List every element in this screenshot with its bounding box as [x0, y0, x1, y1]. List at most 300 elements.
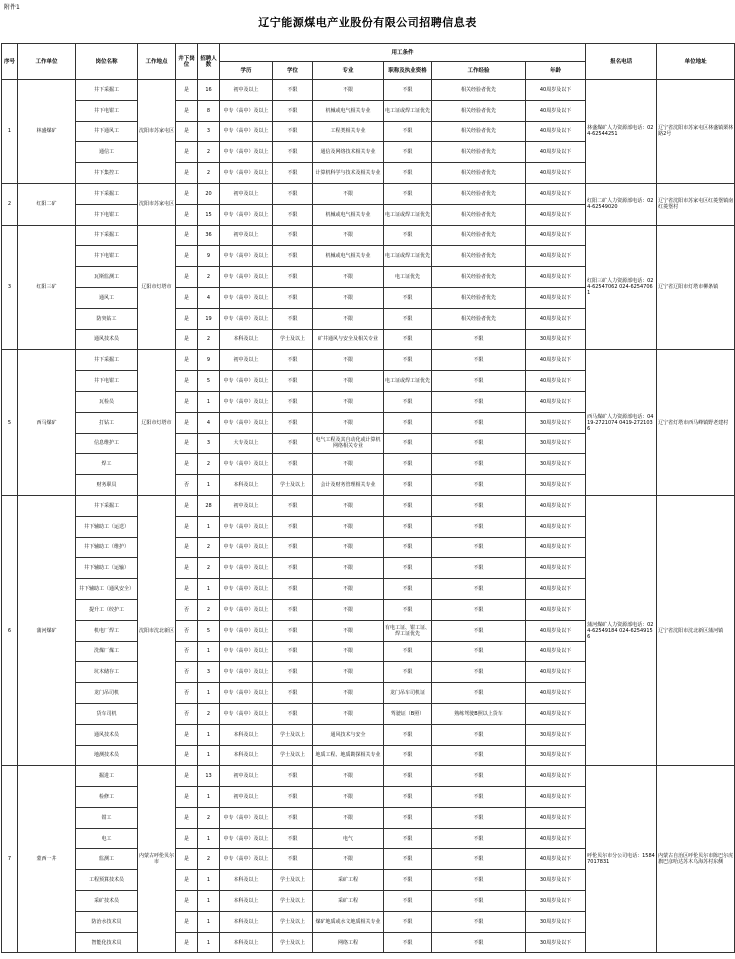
underground-flag: 是 — [176, 891, 198, 912]
age-limit: 40周岁及以下 — [526, 267, 586, 288]
age-limit: 30周岁及以下 — [526, 911, 586, 932]
experience: 不限 — [432, 683, 526, 704]
unit-address: 辽宁省辽阳市灯塔市柳条镇 — [657, 225, 735, 350]
degree: 不限 — [273, 558, 313, 579]
header-conditions: 用工条件 — [220, 44, 586, 62]
degree: 学士及以上 — [273, 911, 313, 932]
age-limit: 30周岁及以下 — [526, 745, 586, 766]
age-limit: 40周岁及以下 — [526, 683, 586, 704]
unit-address: 辽宁省沈阳市沈北新区蒲河镇 — [657, 495, 735, 765]
age-limit: 40周岁及以下 — [526, 100, 586, 121]
experience: 相关经验者优先 — [432, 308, 526, 329]
degree: 学士及以上 — [273, 870, 313, 891]
experience: 相关经验者优先 — [432, 121, 526, 142]
underground-flag: 是 — [176, 121, 198, 142]
underground-flag: 是 — [176, 371, 198, 392]
experience: 相关经验者优先 — [432, 183, 526, 204]
age-limit: 40周岁及以下 — [526, 807, 586, 828]
age-limit: 40周岁及以下 — [526, 142, 586, 163]
certification: 不限 — [384, 225, 432, 246]
major: 不限 — [313, 849, 384, 870]
age-limit: 40周岁及以下 — [526, 225, 586, 246]
degree: 不限 — [273, 183, 313, 204]
certification: 不限 — [384, 475, 432, 496]
post-name: 井下辅助工（运送） — [76, 516, 138, 537]
age-limit: 40周岁及以下 — [526, 287, 586, 308]
header-experience: 工作经验 — [432, 62, 526, 80]
degree: 不限 — [273, 703, 313, 724]
major: 通风技术与安全 — [313, 724, 384, 745]
header-phone: 报名电话 — [586, 44, 657, 80]
major: 不限 — [313, 579, 384, 600]
certification: 不限 — [384, 766, 432, 787]
age-limit: 40周岁及以下 — [526, 537, 586, 558]
education: 中专（高中）及以上 — [220, 371, 273, 392]
table-row — [2, 225, 735, 246]
post-name: 龙门吊司机 — [76, 683, 138, 704]
age-limit: 40周岁及以下 — [526, 204, 586, 225]
certification: 有电工证、钳工证、焊工证优先 — [384, 620, 432, 641]
degree: 不限 — [273, 80, 313, 101]
education: 中专（高中）及以上 — [220, 287, 273, 308]
education: 本科及以上 — [220, 724, 273, 745]
hire-count: 9 — [198, 246, 220, 267]
major: 不限 — [313, 766, 384, 787]
post-name: 井下辅助工（运输） — [76, 558, 138, 579]
age-limit: 30周岁及以下 — [526, 724, 586, 745]
education: 中专（高中）及以上 — [220, 412, 273, 433]
age-limit: 40周岁及以下 — [526, 495, 586, 516]
education: 中专（高中）及以上 — [220, 516, 273, 537]
education: 本科及以上 — [220, 932, 273, 953]
certification: 龙门吊车司机证 — [384, 683, 432, 704]
certification: 电工证或焊工证优先 — [384, 204, 432, 225]
major: 不限 — [313, 620, 384, 641]
header-post: 岗位名称 — [76, 44, 138, 80]
certification: 不限 — [384, 287, 432, 308]
underground-flag: 是 — [176, 287, 198, 308]
education: 中专（高中）及以上 — [220, 849, 273, 870]
certification: 不限 — [384, 121, 432, 142]
underground-flag: 是 — [176, 204, 198, 225]
header-major: 专业 — [313, 62, 384, 80]
certification: 不限 — [384, 433, 432, 454]
major: 机械或电气相关专业 — [313, 204, 384, 225]
certification: 不限 — [384, 599, 432, 620]
education: 中专（高中）及以上 — [220, 599, 273, 620]
post-name: 财务职员 — [76, 475, 138, 496]
age-limit: 30周岁及以下 — [526, 329, 586, 350]
education: 中专（高中）及以上 — [220, 163, 273, 184]
degree: 不限 — [273, 412, 313, 433]
major: 不限 — [313, 308, 384, 329]
post-name: 通信工 — [76, 142, 138, 163]
work-location: 沈阳市沈北新区 — [138, 495, 176, 765]
experience: 相关经验者优先 — [432, 142, 526, 163]
certification: 不限 — [384, 745, 432, 766]
hire-count: 2 — [198, 329, 220, 350]
underground-flag: 否 — [176, 620, 198, 641]
experience: 不限 — [432, 849, 526, 870]
hire-count: 1 — [198, 391, 220, 412]
age-limit: 40周岁及以下 — [526, 350, 586, 371]
education: 本科及以上 — [220, 329, 273, 350]
post-name: 井下采掘工 — [76, 80, 138, 101]
experience: 相关经验者优先 — [432, 287, 526, 308]
experience: 不限 — [432, 475, 526, 496]
hire-count: 20 — [198, 183, 220, 204]
experience: 相关经验者优先 — [432, 100, 526, 121]
hire-count: 9 — [198, 350, 220, 371]
age-limit: 30周岁及以下 — [526, 412, 586, 433]
experience: 相关经验者优先 — [432, 80, 526, 101]
education: 中专（高中）及以上 — [220, 620, 273, 641]
age-limit: 40周岁及以下 — [526, 80, 586, 101]
underground-flag: 是 — [176, 495, 198, 516]
post-name: 检修工 — [76, 787, 138, 808]
underground-flag: 是 — [176, 911, 198, 932]
work-location: 内蒙古呼伦贝尔市 — [138, 766, 176, 953]
experience: 不限 — [432, 662, 526, 683]
education: 中专（高中）及以上 — [220, 807, 273, 828]
header-location: 工作地点 — [138, 44, 176, 80]
hire-count: 2 — [198, 142, 220, 163]
hire-count: 1 — [198, 683, 220, 704]
hire-count: 1 — [198, 891, 220, 912]
degree: 学士及以上 — [273, 329, 313, 350]
recruitment-table — [1, 43, 735, 953]
certification: 电工证或焊工证优先 — [384, 371, 432, 392]
experience: 不限 — [432, 745, 526, 766]
degree: 不限 — [273, 433, 313, 454]
post-name: 井下采掘工 — [76, 350, 138, 371]
degree: 不限 — [273, 454, 313, 475]
post-name: 井下集控工 — [76, 163, 138, 184]
header-age: 年龄 — [526, 62, 586, 80]
underground-flag: 是 — [176, 558, 198, 579]
degree: 不限 — [273, 828, 313, 849]
degree: 不限 — [273, 683, 313, 704]
degree: 不限 — [273, 371, 313, 392]
degree: 不限 — [273, 849, 313, 870]
experience: 不限 — [432, 579, 526, 600]
post-name: 井下电钳工 — [76, 100, 138, 121]
certification: 不限 — [384, 724, 432, 745]
post-name: 井下采掘工 — [76, 225, 138, 246]
age-limit: 40周岁及以下 — [526, 787, 586, 808]
underground-flag: 是 — [176, 745, 198, 766]
major: 工程类相关专业 — [313, 121, 384, 142]
education: 中专（高中）及以上 — [220, 454, 273, 475]
age-limit: 40周岁及以下 — [526, 163, 586, 184]
post-name: 井下通风工 — [76, 121, 138, 142]
header-count: 招聘人数 — [198, 44, 220, 80]
unit-name: 蒲河煤矿 — [18, 495, 76, 765]
underground-flag: 是 — [176, 433, 198, 454]
age-limit: 30周岁及以下 — [526, 433, 586, 454]
underground-flag: 是 — [176, 537, 198, 558]
table-row — [2, 80, 735, 101]
post-name: 坑木储存工 — [76, 662, 138, 683]
table-row — [2, 350, 735, 371]
unit-seq: 5 — [2, 350, 18, 496]
certification: 电工证或焊工证优先 — [384, 246, 432, 267]
experience: 不限 — [432, 766, 526, 787]
education: 中专（高中）及以上 — [220, 662, 273, 683]
underground-flag: 是 — [176, 579, 198, 600]
underground-flag: 是 — [176, 849, 198, 870]
age-limit: 30周岁及以下 — [526, 475, 586, 496]
signup-phone: 蒲河煤矿人力资源部电话：024-62549184 024-62549156 — [586, 495, 657, 765]
table-row — [2, 495, 735, 516]
post-name: 机电厂焊工 — [76, 620, 138, 641]
signup-phone: 林盛煤矿人力资源部电话：024-62544251 — [586, 80, 657, 184]
certification: 不限 — [384, 142, 432, 163]
work-location: 辽阳市灯塔市 — [138, 225, 176, 350]
education: 中专（高中）及以上 — [220, 703, 273, 724]
post-name: 井下采掘工 — [76, 183, 138, 204]
major: 矿井通风与安全及相关专业 — [313, 329, 384, 350]
education: 中专（高中）及以上 — [220, 537, 273, 558]
degree: 不限 — [273, 100, 313, 121]
experience: 不限 — [432, 724, 526, 745]
header-underground: 井下岗位 — [176, 44, 198, 80]
certification: 不限 — [384, 662, 432, 683]
experience: 不限 — [432, 870, 526, 891]
unit-seq: 6 — [2, 495, 18, 765]
age-limit: 40周岁及以下 — [526, 308, 586, 329]
hire-count: 2 — [198, 163, 220, 184]
underground-flag: 否 — [176, 683, 198, 704]
degree: 不限 — [273, 350, 313, 371]
degree: 不限 — [273, 579, 313, 600]
certification: 不限 — [384, 807, 432, 828]
underground-flag: 是 — [176, 246, 198, 267]
experience: 不限 — [432, 891, 526, 912]
education: 中专（高中）及以上 — [220, 121, 273, 142]
hire-count: 3 — [198, 121, 220, 142]
certification: 不限 — [384, 516, 432, 537]
unit-name: 红阳三矿 — [18, 225, 76, 350]
certification: 不限 — [384, 558, 432, 579]
certification: 不限 — [384, 412, 432, 433]
underground-flag: 否 — [176, 703, 198, 724]
hire-count: 2 — [198, 599, 220, 620]
degree: 不限 — [273, 204, 313, 225]
header-education: 学历 — [220, 62, 273, 80]
post-name: 通风技术员 — [76, 329, 138, 350]
hire-count: 3 — [198, 662, 220, 683]
signup-phone: 呼伦贝尔市分公司电话：15847017831 — [586, 766, 657, 953]
experience: 不限 — [432, 620, 526, 641]
hire-count: 19 — [198, 308, 220, 329]
underground-flag: 是 — [176, 183, 198, 204]
underground-flag: 是 — [176, 267, 198, 288]
post-name: 采矿技术员 — [76, 891, 138, 912]
certification: 驾驶证（B照） — [384, 703, 432, 724]
age-limit: 30周岁及以下 — [526, 891, 586, 912]
major: 电气 — [313, 828, 384, 849]
post-name: 掘进工 — [76, 766, 138, 787]
education: 中专（高中）及以上 — [220, 558, 273, 579]
post-name: 通风技术员 — [76, 724, 138, 745]
post-name: 瓦检员 — [76, 391, 138, 412]
underground-flag: 是 — [176, 412, 198, 433]
signup-phone: 红阳三矿人力资源部电话：024-62547062 024-62547061 — [586, 225, 657, 350]
hire-count: 2 — [198, 537, 220, 558]
certification: 不限 — [384, 641, 432, 662]
education: 初中及以上 — [220, 225, 273, 246]
age-limit: 40周岁及以下 — [526, 849, 586, 870]
age-limit: 40周岁及以下 — [526, 121, 586, 142]
page-title: 辽宁能源煤电产业股份有限公司招聘信息表 — [258, 16, 477, 29]
underground-flag: 是 — [176, 391, 198, 412]
major: 网络工程 — [313, 932, 384, 953]
degree: 不限 — [273, 537, 313, 558]
age-limit: 40周岁及以下 — [526, 620, 586, 641]
major: 不限 — [313, 391, 384, 412]
education: 本科及以上 — [220, 870, 273, 891]
degree: 不限 — [273, 599, 313, 620]
certification: 不限 — [384, 911, 432, 932]
certification: 不限 — [384, 163, 432, 184]
post-name: 监测工 — [76, 849, 138, 870]
education: 中专（高中）及以上 — [220, 391, 273, 412]
age-limit: 40周岁及以下 — [526, 246, 586, 267]
experience: 相关经验者优先 — [432, 204, 526, 225]
hire-count: 2 — [198, 703, 220, 724]
major: 煤矿地质或水文地质相关专业 — [313, 911, 384, 932]
degree: 不限 — [273, 267, 313, 288]
major: 不限 — [313, 454, 384, 475]
certification: 不限 — [384, 787, 432, 808]
experience: 相关经验者优先 — [432, 246, 526, 267]
post-name: 钳工 — [76, 807, 138, 828]
certification: 电工证或焊工证优先 — [384, 100, 432, 121]
hire-count: 13 — [198, 766, 220, 787]
underground-flag: 是 — [176, 454, 198, 475]
certification: 不限 — [384, 849, 432, 870]
major: 电气工程及其自动化或计算机网络相关专业 — [313, 433, 384, 454]
major: 不限 — [313, 662, 384, 683]
certification: 电工证优先 — [384, 267, 432, 288]
hire-count: 2 — [198, 267, 220, 288]
experience: 不限 — [432, 350, 526, 371]
hire-count: 1 — [198, 641, 220, 662]
experience: 不限 — [432, 641, 526, 662]
hire-count: 2 — [198, 807, 220, 828]
degree: 不限 — [273, 391, 313, 412]
unit-seq: 1 — [2, 80, 18, 184]
experience: 相关经验者优先 — [432, 163, 526, 184]
education: 初中及以上 — [220, 350, 273, 371]
hire-count: 15 — [198, 204, 220, 225]
age-limit: 30周岁及以下 — [526, 870, 586, 891]
education: 中专（高中）及以上 — [220, 828, 273, 849]
signup-phone: 西马煤矿人力资源部电话：0419-2721074 0419-2721036 — [586, 350, 657, 496]
age-limit: 40周岁及以下 — [526, 183, 586, 204]
underground-flag: 是 — [176, 724, 198, 745]
underground-flag: 否 — [176, 599, 198, 620]
certification: 不限 — [384, 932, 432, 953]
experience: 熟练驾驶B照以上货车 — [432, 703, 526, 724]
underground-flag: 是 — [176, 787, 198, 808]
major: 通信及网络技术相关专业 — [313, 142, 384, 163]
education: 大专及以上 — [220, 433, 273, 454]
education: 中专（高中）及以上 — [220, 579, 273, 600]
degree: 不限 — [273, 766, 313, 787]
experience: 不限 — [432, 329, 526, 350]
experience: 不限 — [432, 537, 526, 558]
unit-name: 蒙西一井 — [18, 766, 76, 953]
post-name: 信息维护工 — [76, 433, 138, 454]
degree: 不限 — [273, 121, 313, 142]
hire-count: 1 — [198, 787, 220, 808]
degree: 不限 — [273, 246, 313, 267]
table-row — [2, 183, 735, 204]
underground-flag: 是 — [176, 308, 198, 329]
unit-address: 辽宁省沈阳市苏家屯区红菱堡镇南红菱堡村 — [657, 183, 735, 225]
hire-count: 4 — [198, 412, 220, 433]
header-seq: 序号 — [2, 44, 18, 80]
underground-flag: 是 — [176, 163, 198, 184]
certification: 不限 — [384, 350, 432, 371]
hire-count: 5 — [198, 371, 220, 392]
certification: 不限 — [384, 308, 432, 329]
age-limit: 40周岁及以下 — [526, 579, 586, 600]
post-name: 地测技术员 — [76, 745, 138, 766]
certification: 不限 — [384, 870, 432, 891]
unit-seq: 2 — [2, 183, 18, 225]
education: 初中及以上 — [220, 495, 273, 516]
post-name: 井下电钳工 — [76, 371, 138, 392]
education: 本科及以上 — [220, 891, 273, 912]
post-name: 瓦斯监测工 — [76, 267, 138, 288]
underground-flag: 是 — [176, 100, 198, 121]
underground-flag: 否 — [176, 662, 198, 683]
major: 地质工程、地质勘探相关专业 — [313, 745, 384, 766]
table-body — [2, 80, 735, 953]
certification: 不限 — [384, 454, 432, 475]
unit-name: 西马煤矿 — [18, 350, 76, 496]
degree: 不限 — [273, 641, 313, 662]
certification: 不限 — [384, 495, 432, 516]
experience: 不限 — [432, 371, 526, 392]
major: 不限 — [313, 703, 384, 724]
degree: 不限 — [273, 807, 313, 828]
age-limit: 40周岁及以下 — [526, 641, 586, 662]
underground-flag: 是 — [176, 225, 198, 246]
major: 不限 — [313, 495, 384, 516]
experience: 不限 — [432, 807, 526, 828]
work-location: 沈阳市苏家屯区 — [138, 183, 176, 225]
major: 不限 — [313, 412, 384, 433]
education: 中专（高中）及以上 — [220, 142, 273, 163]
certification: 不限 — [384, 329, 432, 350]
degree: 不限 — [273, 163, 313, 184]
hire-count: 16 — [198, 80, 220, 101]
degree: 学士及以上 — [273, 932, 313, 953]
hire-count: 1 — [198, 745, 220, 766]
age-limit: 40周岁及以下 — [526, 516, 586, 537]
experience: 不限 — [432, 516, 526, 537]
signup-phone: 红阳二矿人力资源部电话：024-62549020 — [586, 183, 657, 225]
education: 本科及以上 — [220, 475, 273, 496]
post-name: 通风工 — [76, 287, 138, 308]
post-name: 井下电钳工 — [76, 246, 138, 267]
experience: 不限 — [432, 787, 526, 808]
hire-count: 1 — [198, 724, 220, 745]
